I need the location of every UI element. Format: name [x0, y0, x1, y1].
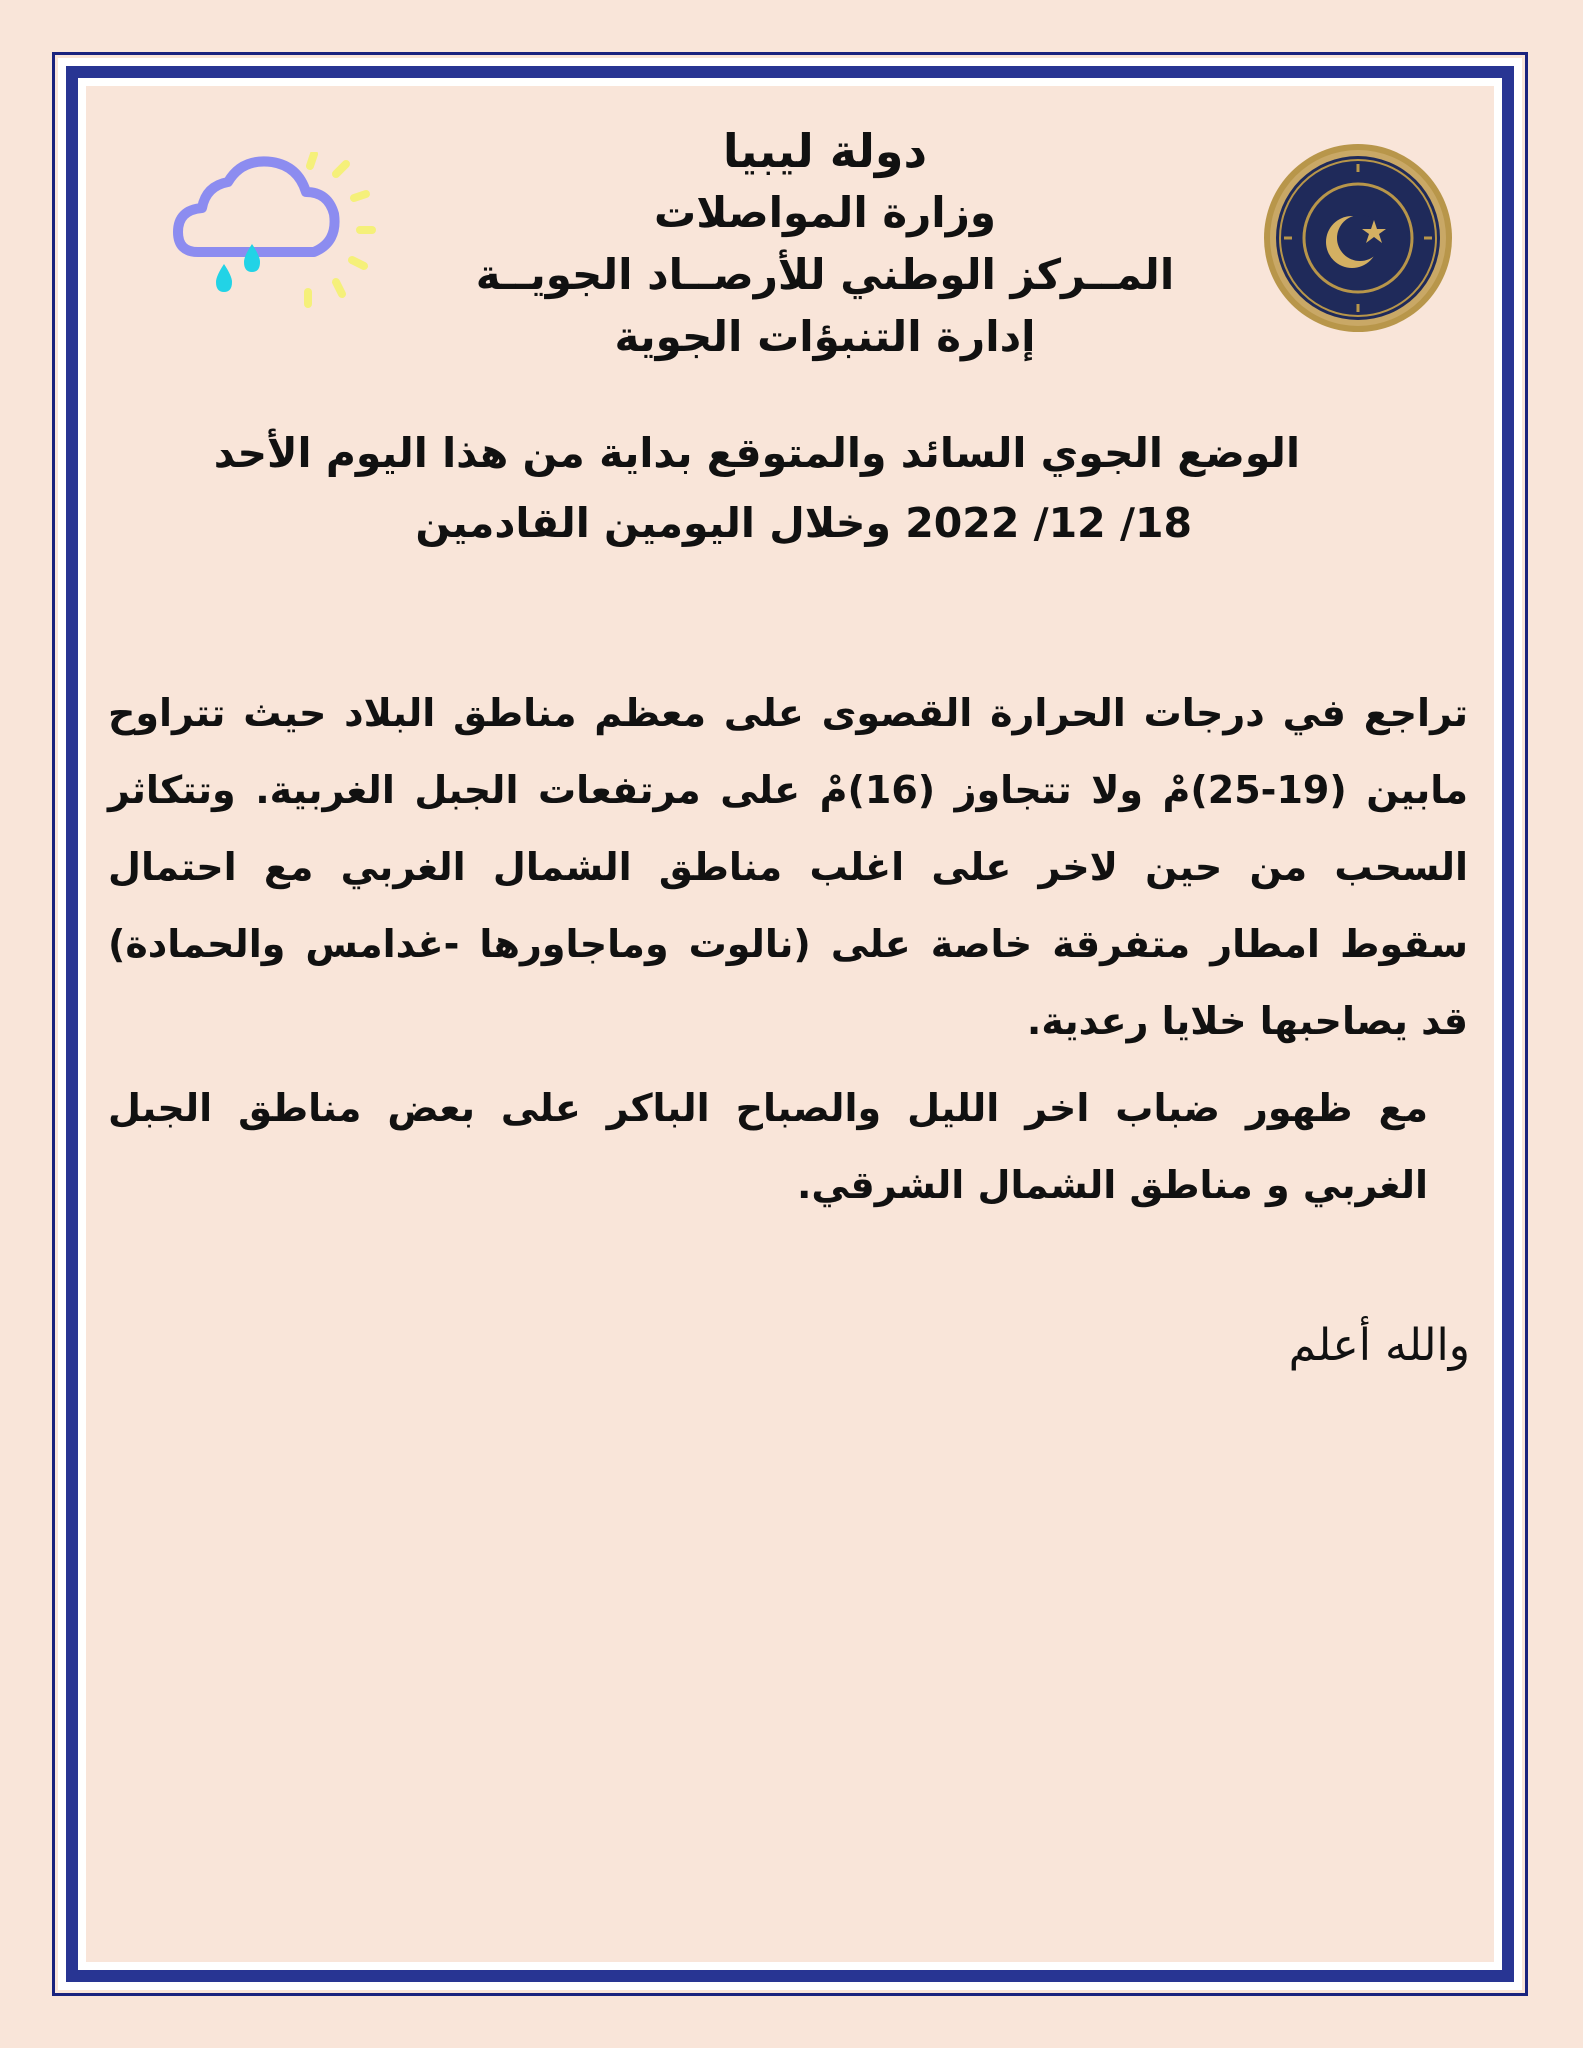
center-name: المــركز الوطني للأرصــاد الجويــة	[475, 250, 1175, 299]
bulletin-title	[200, 418, 1360, 558]
forecast-body	[108, 675, 1468, 1224]
closing-phrase: والله أعلم	[1288, 1320, 1470, 1371]
state-name: دولة ليبيا	[722, 124, 928, 178]
ministry-name: وزارة المواصلات	[653, 188, 996, 237]
letterhead	[400, 120, 1250, 368]
bulletin-title-line-1: الوضع الجوي السائد والمتوقع بداية من هذا اليوم الأحد	[213, 429, 1300, 477]
forecast-paragraph-2: مع ظهور ضباب اخر الليل والصباح الباكر على بعض مناطق الجبل الغربي و مناطق الشمال الشرقي.	[108, 1086, 1428, 1207]
cloud-rain-sun-icon	[168, 152, 398, 312]
forecast-paragraph-1: تراجع في درجات الحرارة القصوى على معظم مناطق البلاد حيث تتراوح مابين (19-25)مْ ولا تتجاوز (16)مْ على مرتفعات الجبل الغربية. وتتكاثر السحب من حين لاخر على اغلب مناطق الشمال الغربي مع احتمال سقوط امطار متفرقة خاصة على (نالوت وماجاورها -غدامس والحمادة) قد يصاحبها خلايا رعدية.	[108, 691, 1469, 1043]
ministry-emblem-icon	[1262, 142, 1454, 334]
department-name: إدارة التنبؤات الجوية	[614, 312, 1036, 361]
bulletin-title-line-2: 18/ 12/ 2022 وخلال اليومين القادمين	[415, 499, 1192, 547]
